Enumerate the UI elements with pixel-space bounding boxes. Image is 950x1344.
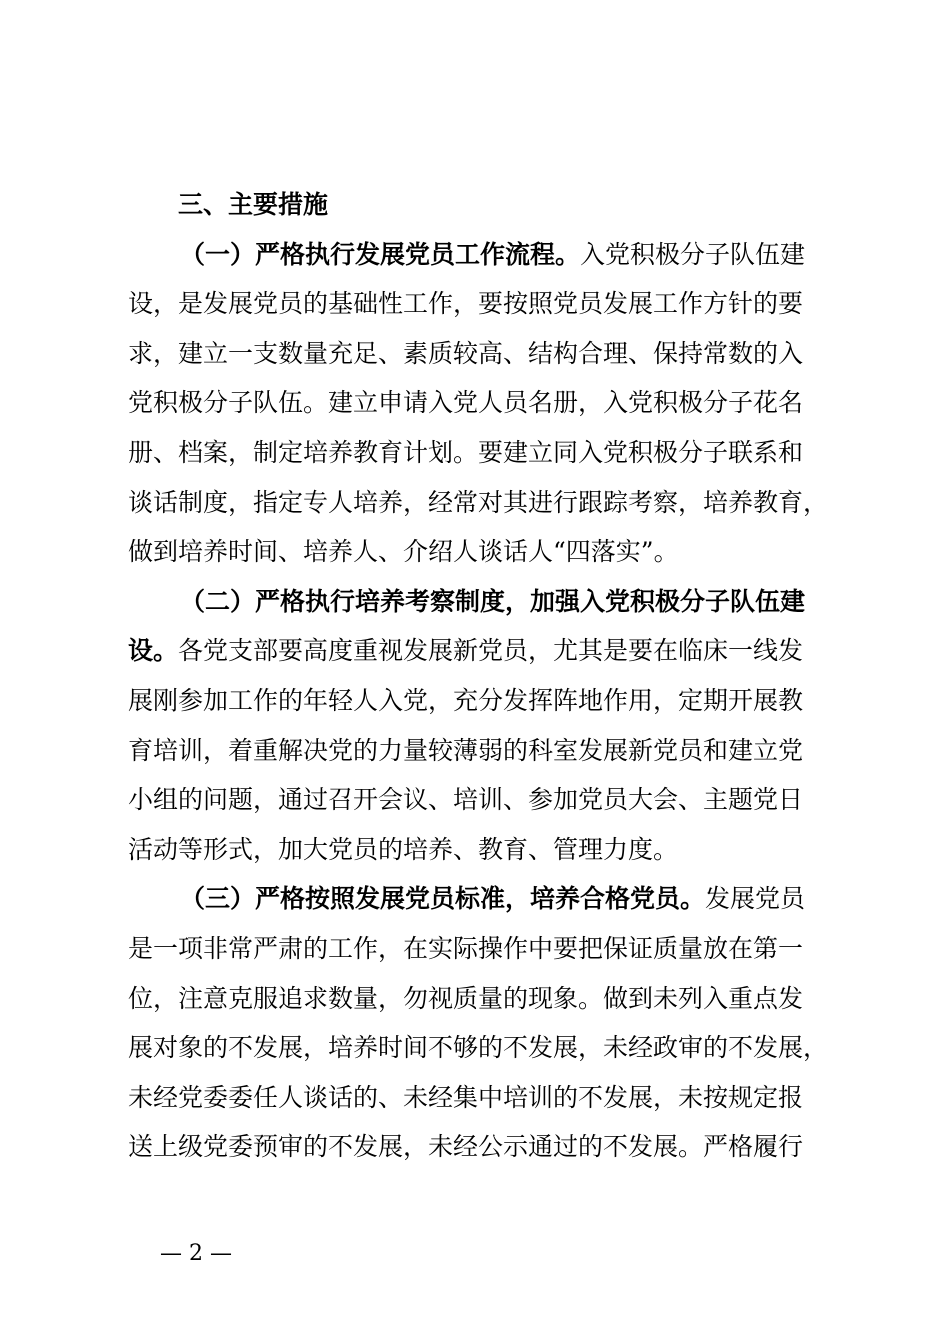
line-text: 党积极分子队伍。建立申请入党人员名册，入党积极分子花名 (128, 388, 804, 418)
line-text: 活动等形式，加大党员的培养、教育、管理力度。 (128, 834, 679, 864)
paragraph-2 (128, 577, 858, 875)
paragraph-line (128, 329, 858, 379)
line-text: 求，建立一支数量充足、素质较高、结构合理、保持常数的入 (128, 338, 804, 368)
page-number: — 2 — (160, 1241, 232, 1266)
line-text: 做到培养时间、培养人、介绍人谈话人“四落实”。 (128, 537, 679, 567)
line-text: 册、档案，制定培养教育计划。要建立同入党积极分子联系和 (128, 437, 804, 467)
paragraph-title: （一）严格执行发展党员工作流程。 (180, 239, 581, 269)
line-text: 设，是发展党员的基础性工作，要按照党员发展工作方针的要 (128, 289, 804, 319)
line-text: 育培训，着重解决党的力量较薄弱的科室发展新党员和建立党 (128, 735, 804, 765)
paragraph-line (128, 825, 858, 875)
line-text: 发展党员 (705, 884, 806, 914)
paragraph-line (128, 726, 858, 776)
paragraph-line (128, 626, 858, 676)
paragraph-line (128, 230, 858, 280)
section-heading: 三、主要措施 (178, 190, 329, 219)
paragraph-line (128, 924, 858, 974)
paragraph-line (128, 1122, 858, 1172)
paragraph-line (128, 428, 858, 478)
paragraph-line (128, 1073, 858, 1123)
line-text: 展刚参加工作的年轻人入党，充分发挥阵地作用，定期开展教 (128, 685, 804, 715)
paragraph-line (128, 775, 858, 825)
paragraph-line (128, 974, 858, 1024)
line-text: 各党支部要高度重视发展新党员，尤其是要在临床一线发 (178, 636, 804, 666)
paragraph-line (128, 676, 858, 726)
document-body (128, 180, 858, 1172)
paragraph-line (128, 478, 858, 528)
paragraph-3 (128, 874, 858, 1172)
line-text: 谈话制度，指定专人培养，经常对其进行跟踪考察，培养教育， (128, 487, 829, 517)
line-text: 是一项非常严肃的工作，在实际操作中要把保证质量放在第一 (128, 933, 804, 963)
line-text: 未经党委委任人谈话的、未经集中培训的不发展，未按规定报 (128, 1082, 804, 1112)
line-text: 入党积极分子队伍建 (580, 239, 806, 269)
line-text: 小组的问题，通过召开会议、培训、参加党员大会、主题党日 (128, 785, 804, 815)
line-text: 展对象的不发展，培养时间不够的不发展，未经政审的不发展， (128, 1033, 829, 1063)
paragraph-line (128, 874, 858, 924)
paragraph-line (128, 378, 858, 428)
line-text: 位，注意克服追求数量，勿视质量的现象。做到未列入重点发 (128, 983, 804, 1013)
paragraph-line (128, 279, 858, 329)
paragraph-line (128, 527, 858, 577)
paragraph-1 (128, 230, 858, 577)
paragraph-line (128, 577, 858, 627)
paragraph-line (128, 1023, 858, 1073)
paragraph-title: （二）严格执行培养考察制度，加强入党积极分子队伍建 (180, 586, 806, 616)
paragraph-title: （三）严格按照发展党员标准，培养合格党员。 (180, 884, 706, 914)
paragraph-title: 设。 (128, 636, 179, 666)
line-text: 送上级党委预审的不发展，未经公示通过的不发展。严格履行 (128, 1132, 804, 1162)
